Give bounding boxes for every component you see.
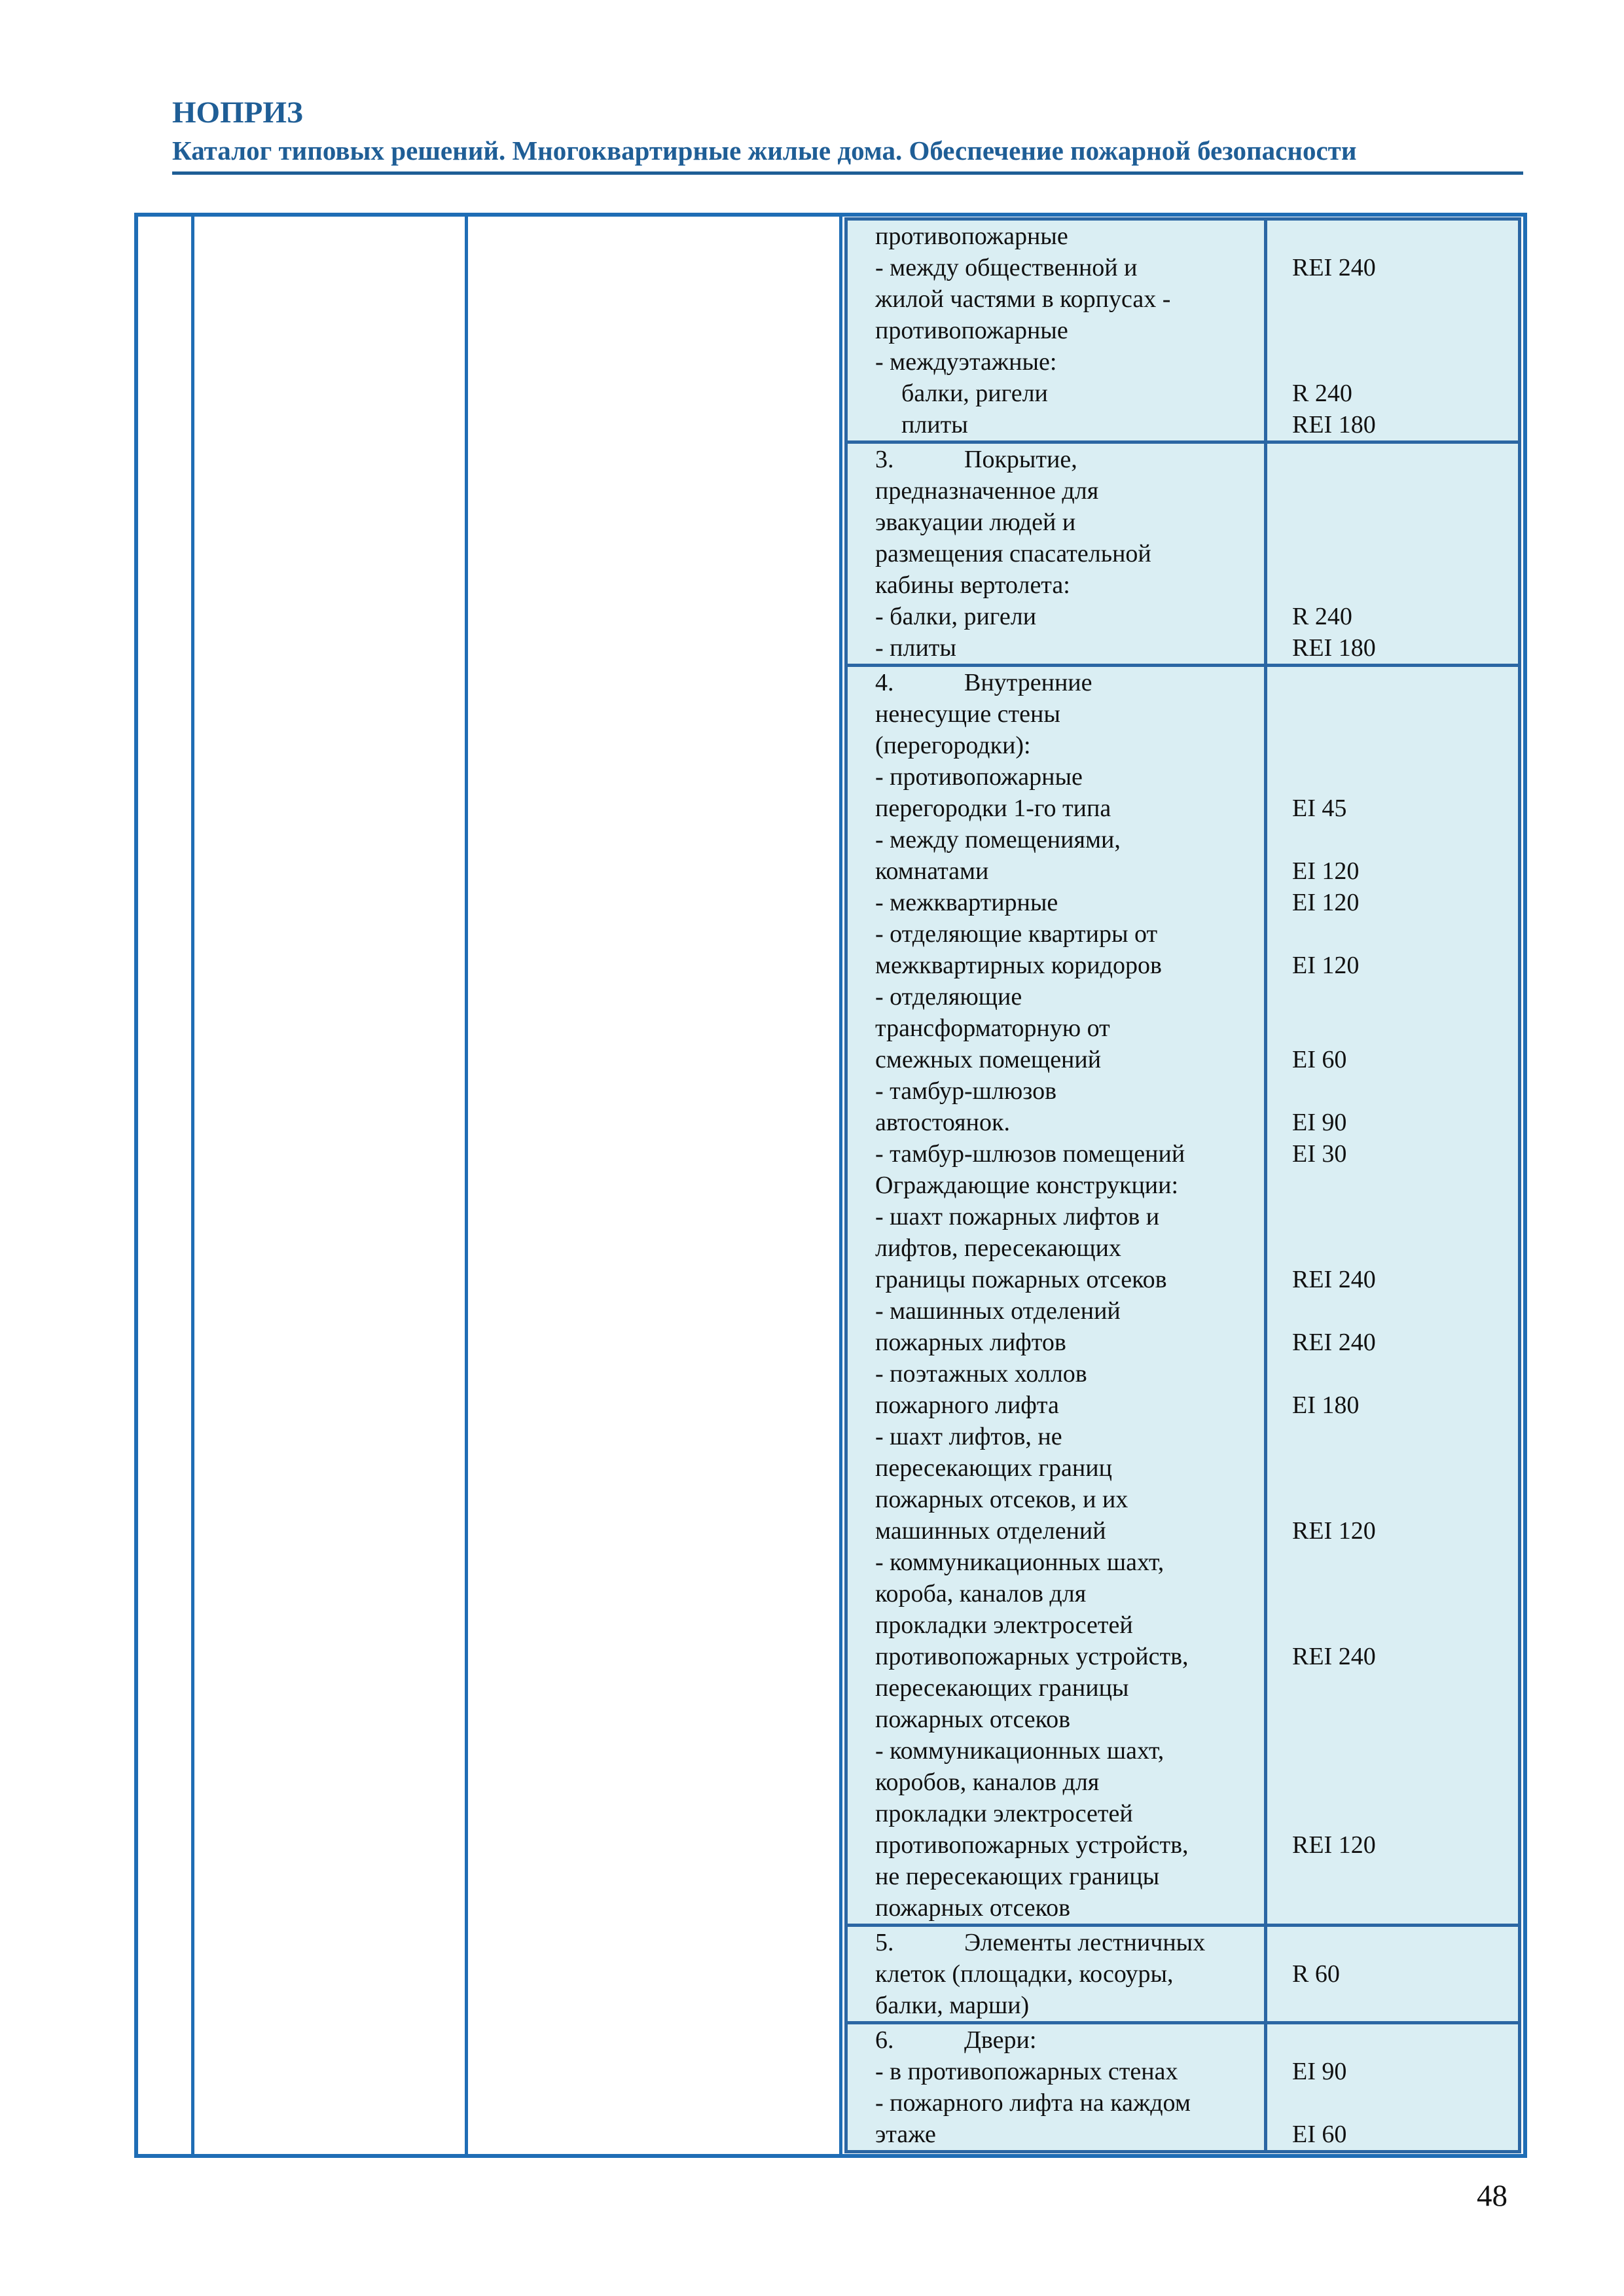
- description-text: эвакуации людей и: [875, 509, 1076, 536]
- construction-element-cell: [846, 666, 1266, 1926]
- column-divider: [191, 217, 194, 2154]
- fire-resistance-value: [1292, 1735, 1510, 1767]
- fire-resistance-value: R 240: [1292, 603, 1352, 630]
- description-line: [875, 1958, 1256, 1990]
- fire-resistance-value: [1292, 1232, 1510, 1264]
- description-line: [875, 569, 1256, 601]
- description-text: - коммуникационных шахт,: [875, 1549, 1164, 1576]
- fire-resistance-value: [1292, 1798, 1510, 1829]
- fire-resistance-value: EI 120: [1292, 889, 1360, 916]
- description-line: [875, 855, 1256, 887]
- description-text: этаже: [875, 2121, 936, 2148]
- description-text: смежных помещений: [875, 1046, 1102, 1073]
- fire-resistance-value: [1292, 1609, 1510, 1641]
- description-text: Элементы лестничных: [964, 1929, 1206, 1956]
- document-subtitle: Каталог типовых решений. Многоквартирные жилые дома. Обеспечение пожарной безопасности: [172, 135, 1357, 166]
- description-text: предназначенное для: [875, 477, 1099, 505]
- page-number: 48: [1477, 2179, 1507, 2213]
- description-text: межквартирных коридоров: [875, 952, 1162, 979]
- fire-resistance-value: REI 240: [1292, 254, 1376, 281]
- construction-element-cell: [846, 442, 1266, 666]
- fire-resistance-value: [1292, 1990, 1510, 2021]
- description-text: - пожарного лифта на каждом: [875, 2089, 1191, 2117]
- fire-resistance-value: REI 120: [1292, 1831, 1376, 1859]
- description-line: [875, 1013, 1256, 1044]
- description-line: [875, 2024, 1256, 2056]
- fire-resistance-value: [1292, 981, 1510, 1013]
- description-line: [875, 950, 1256, 981]
- description-text: - междуэтажные:: [875, 348, 1057, 376]
- fire-resistance-value: [1292, 698, 1510, 730]
- fire-resistance-value: EI 60: [1292, 1046, 1347, 1073]
- description-line: [875, 1358, 1256, 1390]
- description-line: [875, 1798, 1256, 1829]
- page-header: [172, 93, 1521, 169]
- description-line: [875, 2087, 1256, 2119]
- fire-resistance-value: [1292, 444, 1510, 475]
- item-number: 5.: [875, 1929, 894, 1956]
- fire-resistance-value: [1292, 918, 1510, 950]
- description-text: - машинных отделений: [875, 1297, 1121, 1325]
- description-line: [875, 1390, 1256, 1421]
- fire-resistance-value: [1292, 1201, 1510, 1232]
- description-line: [875, 1578, 1256, 1609]
- description-line: [875, 1829, 1256, 1861]
- description-line: [875, 824, 1256, 855]
- description-text: перегородки 1-го типа: [875, 795, 1111, 822]
- fire-resistance-value: REI 240: [1292, 1329, 1376, 1356]
- description-text: трансформаторную от: [875, 1014, 1110, 1042]
- description-text: машинных отделений: [875, 1517, 1106, 1545]
- fire-resistance-value: [1292, 1578, 1510, 1609]
- description-line: [875, 1327, 1256, 1358]
- description-text: коробов, каналов для: [875, 1768, 1100, 1796]
- description-text: - отделяющие: [875, 983, 1022, 1011]
- description-line: [875, 1264, 1256, 1295]
- description-line: [875, 1232, 1256, 1264]
- item-number: 6.: [875, 2026, 894, 2054]
- fire-resistance-value: [1292, 1892, 1510, 1924]
- description-line: [875, 507, 1256, 538]
- description-text: - межквартирные: [875, 889, 1058, 916]
- fire-resistance-value: EI 90: [1292, 1109, 1347, 1136]
- fire-resistance-cell: [1266, 219, 1520, 442]
- fire-resistance-value: REI 240: [1292, 1266, 1376, 1293]
- description-text: противопожарные: [875, 317, 1068, 344]
- description-line: [875, 1138, 1256, 1170]
- table-row: [846, 2023, 1520, 2152]
- item-number: 3.: [875, 446, 894, 473]
- fire-resistance-value: [1292, 667, 1510, 698]
- description-line: [875, 221, 1256, 252]
- description-text: Покрытие,: [964, 446, 1077, 473]
- table-row: [846, 442, 1520, 666]
- description-line: [875, 1767, 1256, 1798]
- description-text: - между общественной и: [875, 254, 1138, 281]
- fire-resistance-value: [1292, 1013, 1510, 1044]
- description-line: [875, 346, 1256, 378]
- description-line: [875, 409, 1256, 440]
- description-text: Двери:: [964, 2026, 1037, 2054]
- description-line: [875, 1609, 1256, 1641]
- description-line: [875, 444, 1256, 475]
- organization-name: НОПРИЗ: [172, 96, 303, 130]
- description-text: - шахт лифтов, не: [875, 1423, 1062, 1450]
- description-text: Ограждающие конструкции:: [875, 1172, 1179, 1199]
- description-text: - коммуникационных шахт,: [875, 1737, 1164, 1765]
- description-text: - плиты: [875, 634, 956, 662]
- description-line: [875, 1075, 1256, 1107]
- description-text: пожарных лифтов: [875, 1329, 1066, 1356]
- fire-resistance-value: [1292, 538, 1510, 569]
- description-line: [875, 1861, 1256, 1892]
- fire-resistance-value: [1292, 475, 1510, 507]
- fire-resistance-value: [1292, 569, 1510, 601]
- fire-resistance-value: [1292, 315, 1510, 346]
- fire-resistance-value: EI 90: [1292, 2058, 1347, 2085]
- description-text: не пересекающих границы: [875, 1863, 1160, 1890]
- description-line: [875, 1672, 1256, 1704]
- description-line: [875, 1735, 1256, 1767]
- description-text: размещения спасательной: [875, 540, 1151, 567]
- description-text: - балки, ригели: [875, 603, 1037, 630]
- table-row: [846, 1926, 1520, 2023]
- fire-resistance-value: [1292, 1767, 1510, 1798]
- description-line: [875, 538, 1256, 569]
- description-line: [875, 730, 1256, 761]
- fire-resistance-value: REI 240: [1292, 1643, 1376, 1670]
- description-text: ненесущие стены: [875, 700, 1060, 728]
- fire-resistance-value: [1292, 1452, 1510, 1484]
- fire-resistance-table: [844, 217, 1521, 2153]
- description-line: [875, 378, 1256, 409]
- description-line: [875, 1295, 1256, 1327]
- description-line: [875, 1107, 1256, 1138]
- description-line: [875, 632, 1256, 664]
- description-text: - тамбур-шлюзов: [875, 1077, 1057, 1105]
- description-line: [875, 1990, 1256, 2021]
- description-text: Внутренние: [964, 669, 1092, 696]
- description-line: [875, 475, 1256, 507]
- description-line: [875, 2119, 1256, 2150]
- description-text: границы пожарных отсеков: [875, 1266, 1167, 1293]
- fire-resistance-value: [1292, 1421, 1510, 1452]
- description-text: прокладки электросетей: [875, 1611, 1133, 1639]
- fire-resistance-value: [1292, 730, 1510, 761]
- description-line: [875, 252, 1256, 283]
- description-text: прокладки электросетей: [875, 1800, 1133, 1827]
- description-line: [875, 601, 1256, 632]
- fire-resistance-value: [1292, 221, 1510, 252]
- description-text: (перегородки):: [875, 732, 1031, 759]
- description-line: [875, 1892, 1256, 1924]
- fire-resistance-value: [1292, 1075, 1510, 1107]
- fire-resistance-value: EI 45: [1292, 795, 1347, 822]
- description-line: [875, 1421, 1256, 1452]
- description-line: [875, 667, 1256, 698]
- fire-resistance-value: R 60: [1292, 1960, 1340, 1988]
- header-divider: [172, 171, 1523, 175]
- fire-resistance-value: EI 120: [1292, 857, 1360, 885]
- description-line: [875, 1704, 1256, 1735]
- description-text: балки, марши): [875, 1992, 1030, 2019]
- table-row: [846, 219, 1520, 442]
- fire-resistance-value: EI 60: [1292, 2121, 1347, 2148]
- fire-resistance-value: R 240: [1292, 380, 1352, 407]
- description-line: [875, 981, 1256, 1013]
- description-text: клеток (площадки, косоуры,: [875, 1960, 1174, 1988]
- description-line: [875, 1927, 1256, 1958]
- fire-resistance-value: [1292, 1170, 1510, 1201]
- table-row: [846, 666, 1520, 1926]
- description-text: - противопожарные: [875, 763, 1083, 791]
- description-text: противопожарных устройств,: [875, 1831, 1189, 1859]
- description-text: кабины вертолета:: [875, 571, 1070, 599]
- fire-resistance-value: EI 30: [1292, 1140, 1347, 1168]
- fire-resistance-value: REI 120: [1292, 1517, 1376, 1545]
- description-line: [875, 283, 1256, 315]
- fire-resistance-value: [1292, 761, 1510, 793]
- description-text: пожарного лифта: [875, 1391, 1059, 1419]
- fire-resistance-cell: [1266, 442, 1520, 666]
- description-line: [875, 1641, 1256, 1672]
- construction-element-cell: [846, 219, 1266, 442]
- description-line: [875, 1547, 1256, 1578]
- description-text: плиты: [901, 411, 968, 439]
- description-text: противопожарных устройств,: [875, 1643, 1189, 1670]
- description-text: - в противопожарных стенах: [875, 2058, 1178, 2085]
- description-text: - поэтажных холлов: [875, 1360, 1087, 1388]
- description-text: пожарных отсеков: [875, 1706, 1071, 1733]
- description-text: - тамбур-шлюзов помещений: [875, 1140, 1185, 1168]
- description-line: [875, 2056, 1256, 2087]
- description-line: [875, 887, 1256, 918]
- description-text: автостоянок.: [875, 1109, 1010, 1136]
- fire-resistance-value: [1292, 1927, 1510, 1958]
- description-line: [875, 1452, 1256, 1484]
- description-line: [875, 1170, 1256, 1201]
- fire-resistance-value: [1292, 1704, 1510, 1735]
- fire-resistance-cell: [1266, 666, 1520, 1926]
- fire-resistance-value: [1292, 1358, 1510, 1390]
- description-line: [875, 1515, 1256, 1547]
- description-text: противопожарные: [875, 223, 1068, 250]
- description-line: [875, 793, 1256, 824]
- fire-resistance-value: [1292, 1672, 1510, 1704]
- fire-resistance-value: [1292, 1484, 1510, 1515]
- fire-resistance-value: [1292, 824, 1510, 855]
- fire-resistance-value: [1292, 507, 1510, 538]
- fire-resistance-value: REI 180: [1292, 411, 1376, 439]
- description-text: короба, каналов для: [875, 1580, 1087, 1607]
- description-text: - шахт пожарных лифтов и: [875, 1203, 1160, 1230]
- description-text: лифтов, пересекающих: [875, 1234, 1121, 1262]
- column-divider: [465, 217, 468, 2154]
- fire-resistance-value: [1292, 1295, 1510, 1327]
- fire-resistance-value: [1292, 1547, 1510, 1578]
- fire-resistance-cell: [1266, 1926, 1520, 2023]
- description-text: балки, ригели: [901, 380, 1048, 407]
- description-text: пожарных отсеков: [875, 1894, 1071, 1922]
- description-text: - отделяющие квартиры от: [875, 920, 1158, 948]
- description-line: [875, 698, 1256, 730]
- construction-element-cell: [846, 2023, 1266, 2152]
- fire-resistance-value: [1292, 2087, 1510, 2119]
- fire-resistance-value: EI 180: [1292, 1391, 1360, 1419]
- fire-resistance-value: REI 180: [1292, 634, 1376, 662]
- description-line: [875, 1484, 1256, 1515]
- fire-resistance-value: EI 120: [1292, 952, 1360, 979]
- description-line: [875, 315, 1256, 346]
- description-line: [875, 761, 1256, 793]
- fire-resistance-cell: [1266, 2023, 1520, 2152]
- construction-element-cell: [846, 1926, 1266, 2023]
- fire-resistance-value: [1292, 2024, 1510, 2056]
- description-line: [875, 918, 1256, 950]
- description-text: комнатами: [875, 857, 989, 885]
- column-divider: [839, 217, 842, 2154]
- description-text: жилой частями в корпусах -: [875, 285, 1171, 313]
- description-line: [875, 1044, 1256, 1075]
- item-number: 4.: [875, 669, 894, 696]
- description-line: [875, 1201, 1256, 1232]
- description-text: пересекающих границы: [875, 1674, 1129, 1702]
- description-text: - между помещениями,: [875, 826, 1121, 853]
- description-text: пересекающих границ: [875, 1454, 1112, 1482]
- description-text: пожарных отсеков, и их: [875, 1486, 1128, 1513]
- fire-resistance-value: [1292, 346, 1510, 378]
- fire-resistance-value: [1292, 283, 1510, 315]
- fire-resistance-value: [1292, 1861, 1510, 1892]
